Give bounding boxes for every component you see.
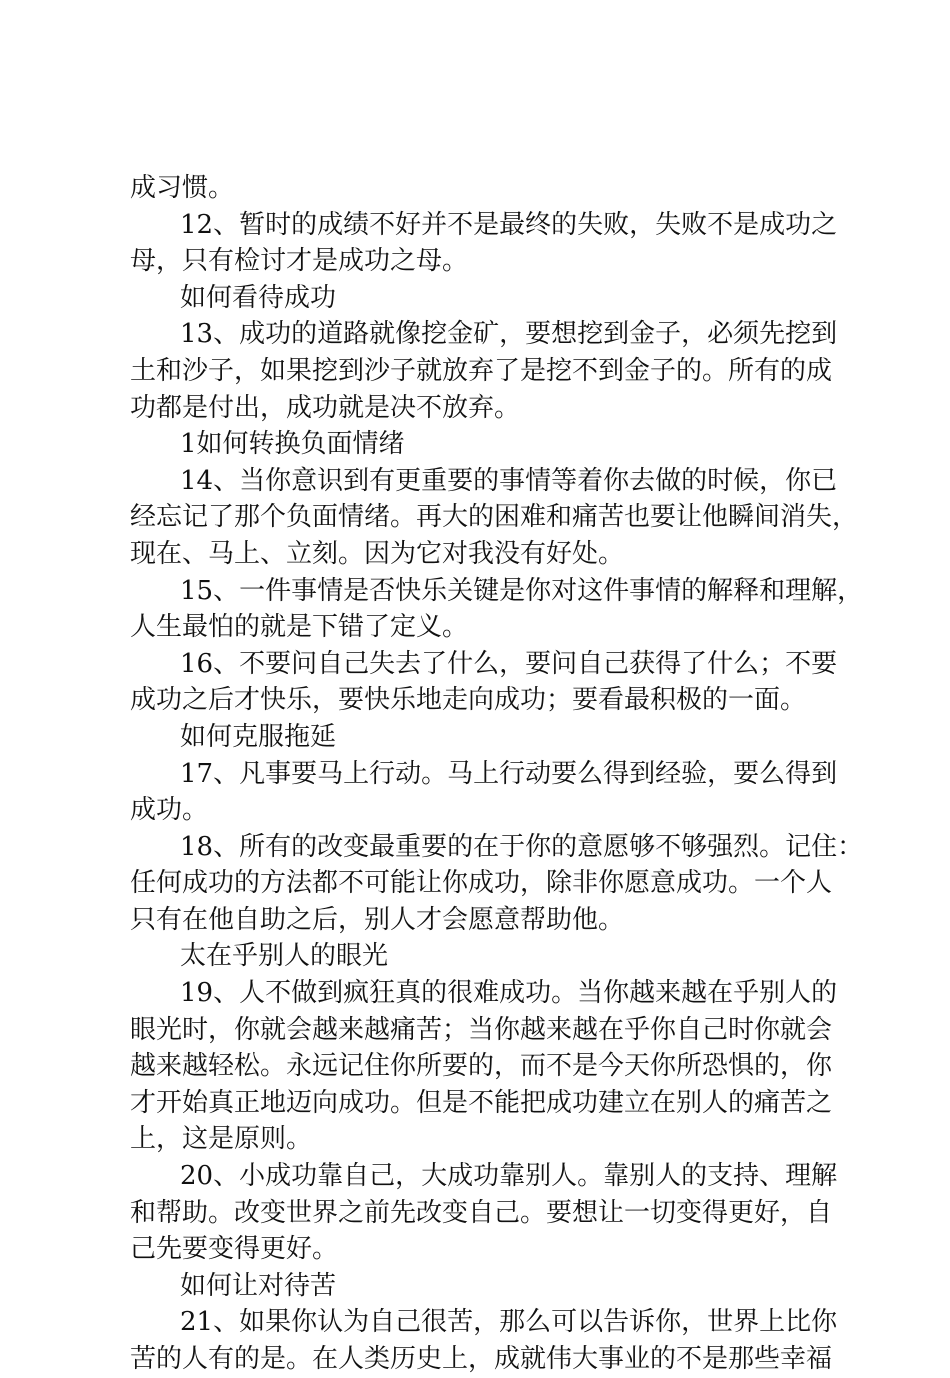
text-line: 20、小成功靠自己，大成功靠别人。靠别人的支持、理解 — [180, 1161, 838, 1192]
section-heading: 如何克服拖延 — [180, 721, 337, 752]
section-heading: 1如何转换负面情绪 — [180, 429, 405, 460]
text-line: 眼光时，你就会越来越痛苦；当你越来越在乎你自己时你就会 — [130, 1014, 833, 1045]
section-heading: 如何看待成功 — [180, 282, 337, 313]
section-heading: 如何让对待苦 — [180, 1270, 337, 1301]
text-line: 成功。 — [130, 795, 209, 826]
text-line: 土和沙子，如果挖到沙子就放弃了是挖不到金子的。所有的成 — [130, 355, 833, 386]
text-line: 己先要变得更好。 — [130, 1234, 339, 1265]
text-line: 21、如果你认为自己很苦，那么可以告诉你，世界上比你 — [180, 1307, 838, 1338]
text-line: 苦的人有的是。在人类历史上，成就伟大事业的不是那些幸福 — [130, 1344, 833, 1374]
text-line: 功都是付出，成功就是决不放弃。 — [130, 392, 521, 423]
document-body — [130, 170, 864, 1378]
text-line: 成习惯。 — [130, 173, 235, 203]
text-line: 成功之后才快乐，要快乐地走向成功；要看最积极的一面。 — [130, 685, 807, 716]
text-line: 任何成功的方法都不可能让你成功，除非你愿意成功。一个人 — [130, 868, 833, 899]
section-heading: 太在乎别人的眼光 — [180, 941, 389, 972]
text-line: 12、暂时的成绩不好并不是最终的失败，失败不是成功之 — [180, 209, 838, 240]
text-line: 只有在他自助之后，别人才会愿意帮助他。 — [130, 904, 625, 935]
text-line: 人生最怕的就是下错了定义。 — [130, 612, 469, 643]
text-line: 才开始真正地迈向成功。但是不能把成功建立在别人的痛苦之 — [130, 1087, 833, 1118]
text-line: 经忘记了那个负面情绪。再大的困难和痛苦也要让他瞬间消失， — [130, 502, 859, 533]
text-line: 母，只有检讨才是成功之母。 — [130, 246, 469, 277]
text-line: 现在、马上、立刻。因为它对我没有好处。 — [130, 538, 625, 569]
text-line: 18、所有的改变最重要的在于你的意愿够不够强烈。记住： — [180, 831, 864, 862]
text-line: 和帮助。改变世界之前先改变自己。要想让一切变得更好，自 — [130, 1197, 833, 1228]
text-line: 越来越轻松。永远记住你所要的，而不是今天你所恐惧的，你 — [130, 1051, 833, 1082]
text-line: 15、一件事情是否快乐关键是你对这件事情的解释和理解， — [180, 575, 864, 606]
text-line: 16、不要问自己失去了什么，要问自己获得了什么；不要 — [180, 648, 838, 679]
text-line: 上，这是原则。 — [130, 1124, 313, 1155]
text-line: 19、人不做到疯狂真的很难成功。当你越来越在乎别人的 — [180, 978, 838, 1009]
text-line: 17、凡事要马上行动。马上行动要么得到经验，要么得到 — [180, 758, 838, 789]
text-line: 13、成功的道路就像挖金矿，要想挖到金子，必须先挖到 — [180, 319, 838, 350]
text-line: 14、当你意识到有更重要的事情等着你去做的时候，你已 — [180, 465, 838, 496]
